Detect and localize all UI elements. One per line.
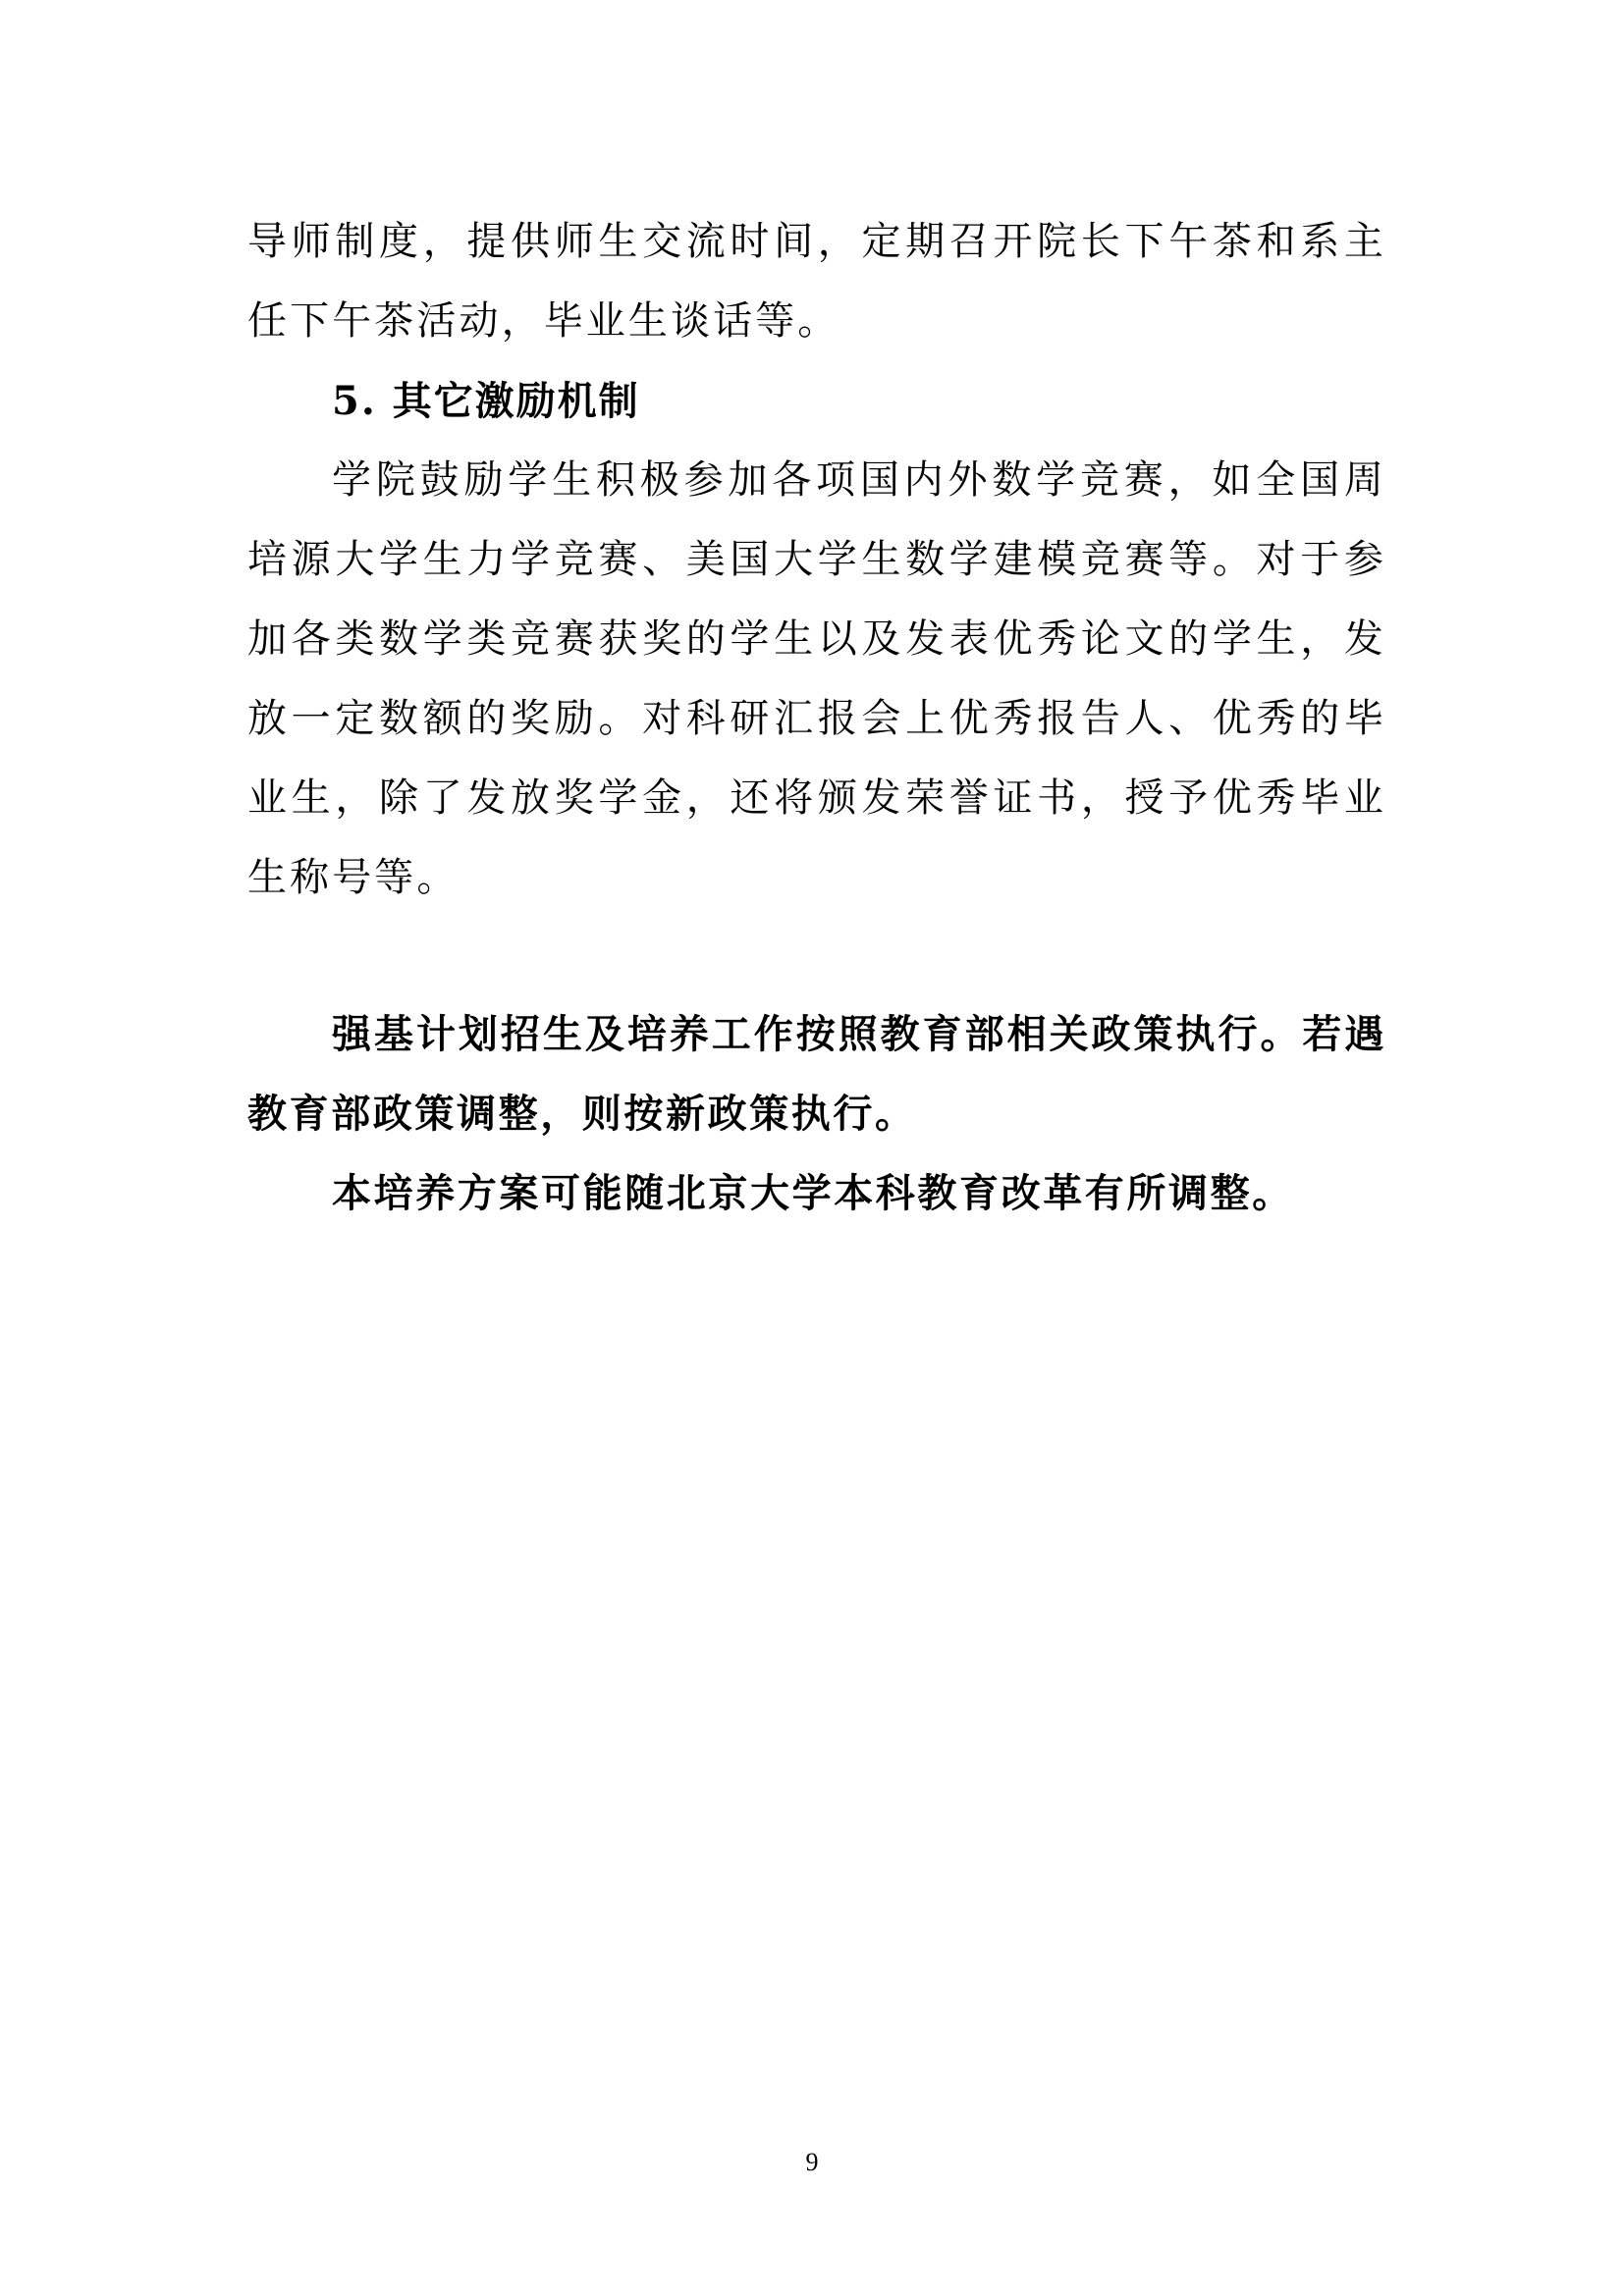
- page-number: 9: [805, 2148, 819, 2176]
- paragraph-competition-rewards: 学院鼓励学生积极参加各项国内外数学竞赛，如全国周培源大学生力学竞赛、美国大学生数学建模竞赛等。对于参加各类数学类竞赛获奖的学生以及发表优秀论文的学生，发放一定数额的奖励。对科研汇报会上优秀报告人、优秀的毕业生，除了发放奖学金，还将颁发荣誉证书，授予优秀毕业生称号等。: [247, 457, 1386, 900]
- paragraph-mentor-system: 导师制度，提供师生交流时间，定期召开院长下午茶和系主任下午茶活动，毕业生谈话等。: [247, 219, 1386, 344]
- section-heading-other-incentives: 5. 其它激励机制: [332, 378, 640, 424]
- paragraph-gap: [247, 918, 1386, 994]
- paragraph-plan-adjustment-notice: 本培养方案可能随北京大学本科教育改革有所调整。: [332, 1170, 1294, 1216]
- paragraph-policy-notice: 强基计划招生及培养工作按照教育部相关政策执行。若遇教育部政策调整，则按新政策执行。: [247, 1011, 1386, 1137]
- page-content: [247, 202, 1386, 1233]
